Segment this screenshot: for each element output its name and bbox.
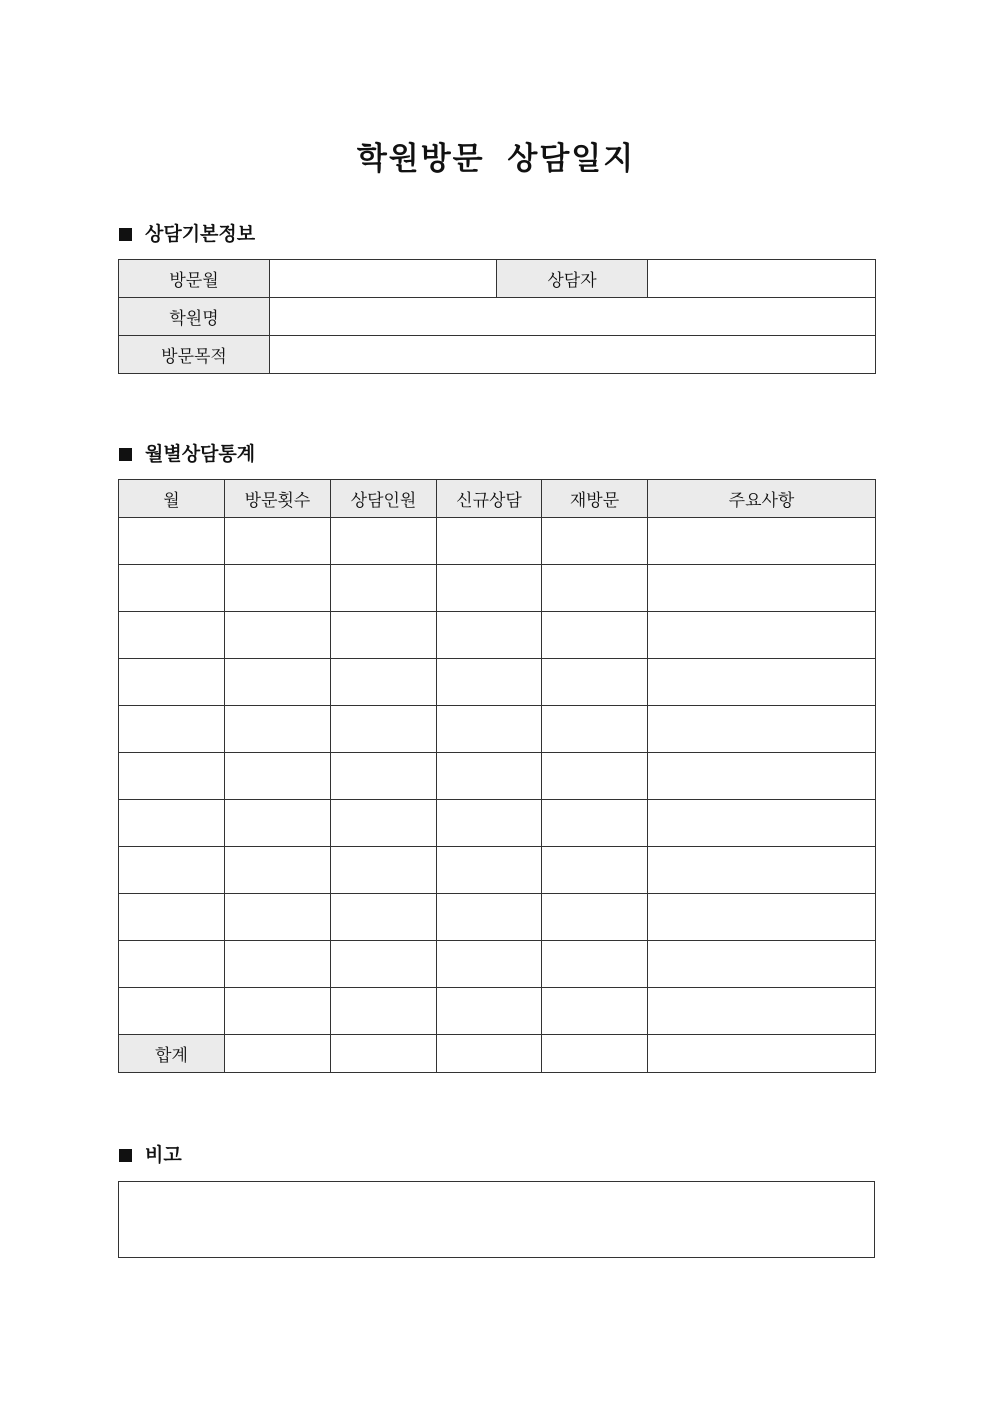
table-header-row	[119, 480, 876, 518]
total-row	[119, 1035, 876, 1073]
table-row	[119, 659, 876, 706]
visit-purpose-field[interactable]	[270, 336, 876, 374]
section-heading-label: 비고	[145, 1144, 182, 1166]
square-bullet-icon	[119, 448, 132, 461]
table-row	[119, 612, 876, 659]
table-cell[interactable]	[225, 847, 331, 894]
table-row	[119, 336, 876, 374]
table-cell[interactable]	[119, 706, 225, 753]
table-cell[interactable]	[648, 612, 876, 659]
table-cell[interactable]	[331, 565, 437, 612]
table-cell[interactable]	[437, 800, 542, 847]
table-cell[interactable]	[119, 659, 225, 706]
table-cell[interactable]	[331, 941, 437, 988]
table-row	[119, 941, 876, 988]
table-cell[interactable]	[331, 753, 437, 800]
table-row	[119, 298, 876, 336]
section-heading-notes	[119, 1142, 182, 1168]
table-cell[interactable]	[331, 800, 437, 847]
column-header-month: 월	[119, 480, 225, 518]
table-cell[interactable]	[225, 565, 331, 612]
table-row	[119, 988, 876, 1035]
table-cell[interactable]	[437, 941, 542, 988]
table-cell[interactable]	[225, 941, 331, 988]
column-header-consult-count: 상담인원	[331, 480, 437, 518]
table-cell[interactable]	[119, 612, 225, 659]
table-cell[interactable]	[437, 894, 542, 941]
table-cell[interactable]	[119, 847, 225, 894]
table-cell[interactable]	[331, 847, 437, 894]
table-cell[interactable]	[648, 847, 876, 894]
basic-info-table	[118, 259, 876, 374]
counselor-field[interactable]	[648, 260, 876, 298]
table-cell[interactable]	[225, 894, 331, 941]
table-cell[interactable]	[437, 988, 542, 1035]
table-cell[interactable]	[331, 988, 437, 1035]
academy-name-label: 학원명	[119, 298, 270, 336]
column-header-visit-count: 방문횟수	[225, 480, 331, 518]
monthly-stats-table	[118, 479, 876, 1073]
table-cell[interactable]	[542, 988, 648, 1035]
table-cell[interactable]	[225, 612, 331, 659]
academy-name-field[interactable]	[270, 298, 876, 336]
square-bullet-icon	[119, 1149, 132, 1162]
counselor-label: 상담자	[497, 260, 648, 298]
visit-month-field[interactable]	[270, 260, 497, 298]
table-cell[interactable]	[648, 753, 876, 800]
table-cell[interactable]	[648, 565, 876, 612]
table-cell[interactable]	[225, 988, 331, 1035]
table-cell[interactable]	[437, 612, 542, 659]
column-header-key-notes: 주요사항	[648, 480, 876, 518]
table-cell[interactable]	[648, 518, 876, 565]
table-row	[119, 565, 876, 612]
table-cell[interactable]	[331, 659, 437, 706]
table-cell[interactable]	[648, 988, 876, 1035]
total-consult-count-cell[interactable]	[331, 1035, 437, 1073]
table-cell[interactable]	[542, 800, 648, 847]
notes-box[interactable]	[118, 1181, 875, 1258]
table-row	[119, 847, 876, 894]
table-cell[interactable]	[437, 565, 542, 612]
table-cell[interactable]	[542, 753, 648, 800]
square-bullet-icon	[119, 228, 132, 241]
table-cell[interactable]	[542, 565, 648, 612]
table-cell[interactable]	[648, 659, 876, 706]
table-cell[interactable]	[119, 800, 225, 847]
table-cell[interactable]	[119, 941, 225, 988]
visit-purpose-label: 방문목적	[119, 336, 270, 374]
table-cell[interactable]	[119, 894, 225, 941]
section-heading-monthly-stats	[119, 441, 255, 467]
table-row	[119, 706, 876, 753]
table-cell[interactable]	[542, 518, 648, 565]
table-cell[interactable]	[542, 941, 648, 988]
column-header-revisit: 재방문	[542, 480, 648, 518]
table-cell[interactable]	[542, 847, 648, 894]
table-cell[interactable]	[542, 706, 648, 753]
table-cell[interactable]	[119, 753, 225, 800]
table-cell[interactable]	[648, 800, 876, 847]
table-cell[interactable]	[648, 941, 876, 988]
table-cell[interactable]	[437, 518, 542, 565]
table-cell[interactable]	[331, 518, 437, 565]
table-cell[interactable]	[225, 659, 331, 706]
table-cell[interactable]	[331, 706, 437, 753]
section-heading-label: 월별상담통계	[145, 443, 256, 465]
total-revisit-cell[interactable]	[542, 1035, 648, 1073]
table-cell[interactable]	[648, 894, 876, 941]
table-cell[interactable]	[542, 659, 648, 706]
table-cell[interactable]	[437, 753, 542, 800]
table-cell[interactable]	[437, 706, 542, 753]
table-cell[interactable]	[225, 518, 331, 565]
total-visit-count-cell[interactable]	[225, 1035, 331, 1073]
table-row	[119, 518, 876, 565]
table-cell[interactable]	[119, 518, 225, 565]
page-title: 학원방문 상담일지	[356, 141, 636, 177]
total-new-consult-cell[interactable]	[437, 1035, 542, 1073]
table-cell[interactable]	[225, 753, 331, 800]
table-cell[interactable]	[331, 612, 437, 659]
table-cell[interactable]	[437, 659, 542, 706]
table-cell[interactable]	[225, 800, 331, 847]
total-label: 합계	[119, 1035, 225, 1073]
table-row	[119, 260, 876, 298]
column-header-new-consult: 신규상담	[437, 480, 542, 518]
table-cell[interactable]	[119, 565, 225, 612]
section-heading-label: 상담기본정보	[145, 223, 256, 245]
table-row	[119, 753, 876, 800]
table-cell[interactable]	[542, 894, 648, 941]
total-key-notes-cell[interactable]	[648, 1035, 876, 1073]
table-cell[interactable]	[119, 988, 225, 1035]
table-cell[interactable]	[542, 612, 648, 659]
table-cell[interactable]	[331, 894, 437, 941]
section-heading-basic-info	[119, 221, 255, 247]
table-row	[119, 800, 876, 847]
table-row	[119, 894, 876, 941]
visit-month-label: 방문월	[119, 260, 270, 298]
table-cell[interactable]	[225, 706, 331, 753]
table-cell[interactable]	[648, 706, 876, 753]
table-cell[interactable]	[437, 847, 542, 894]
